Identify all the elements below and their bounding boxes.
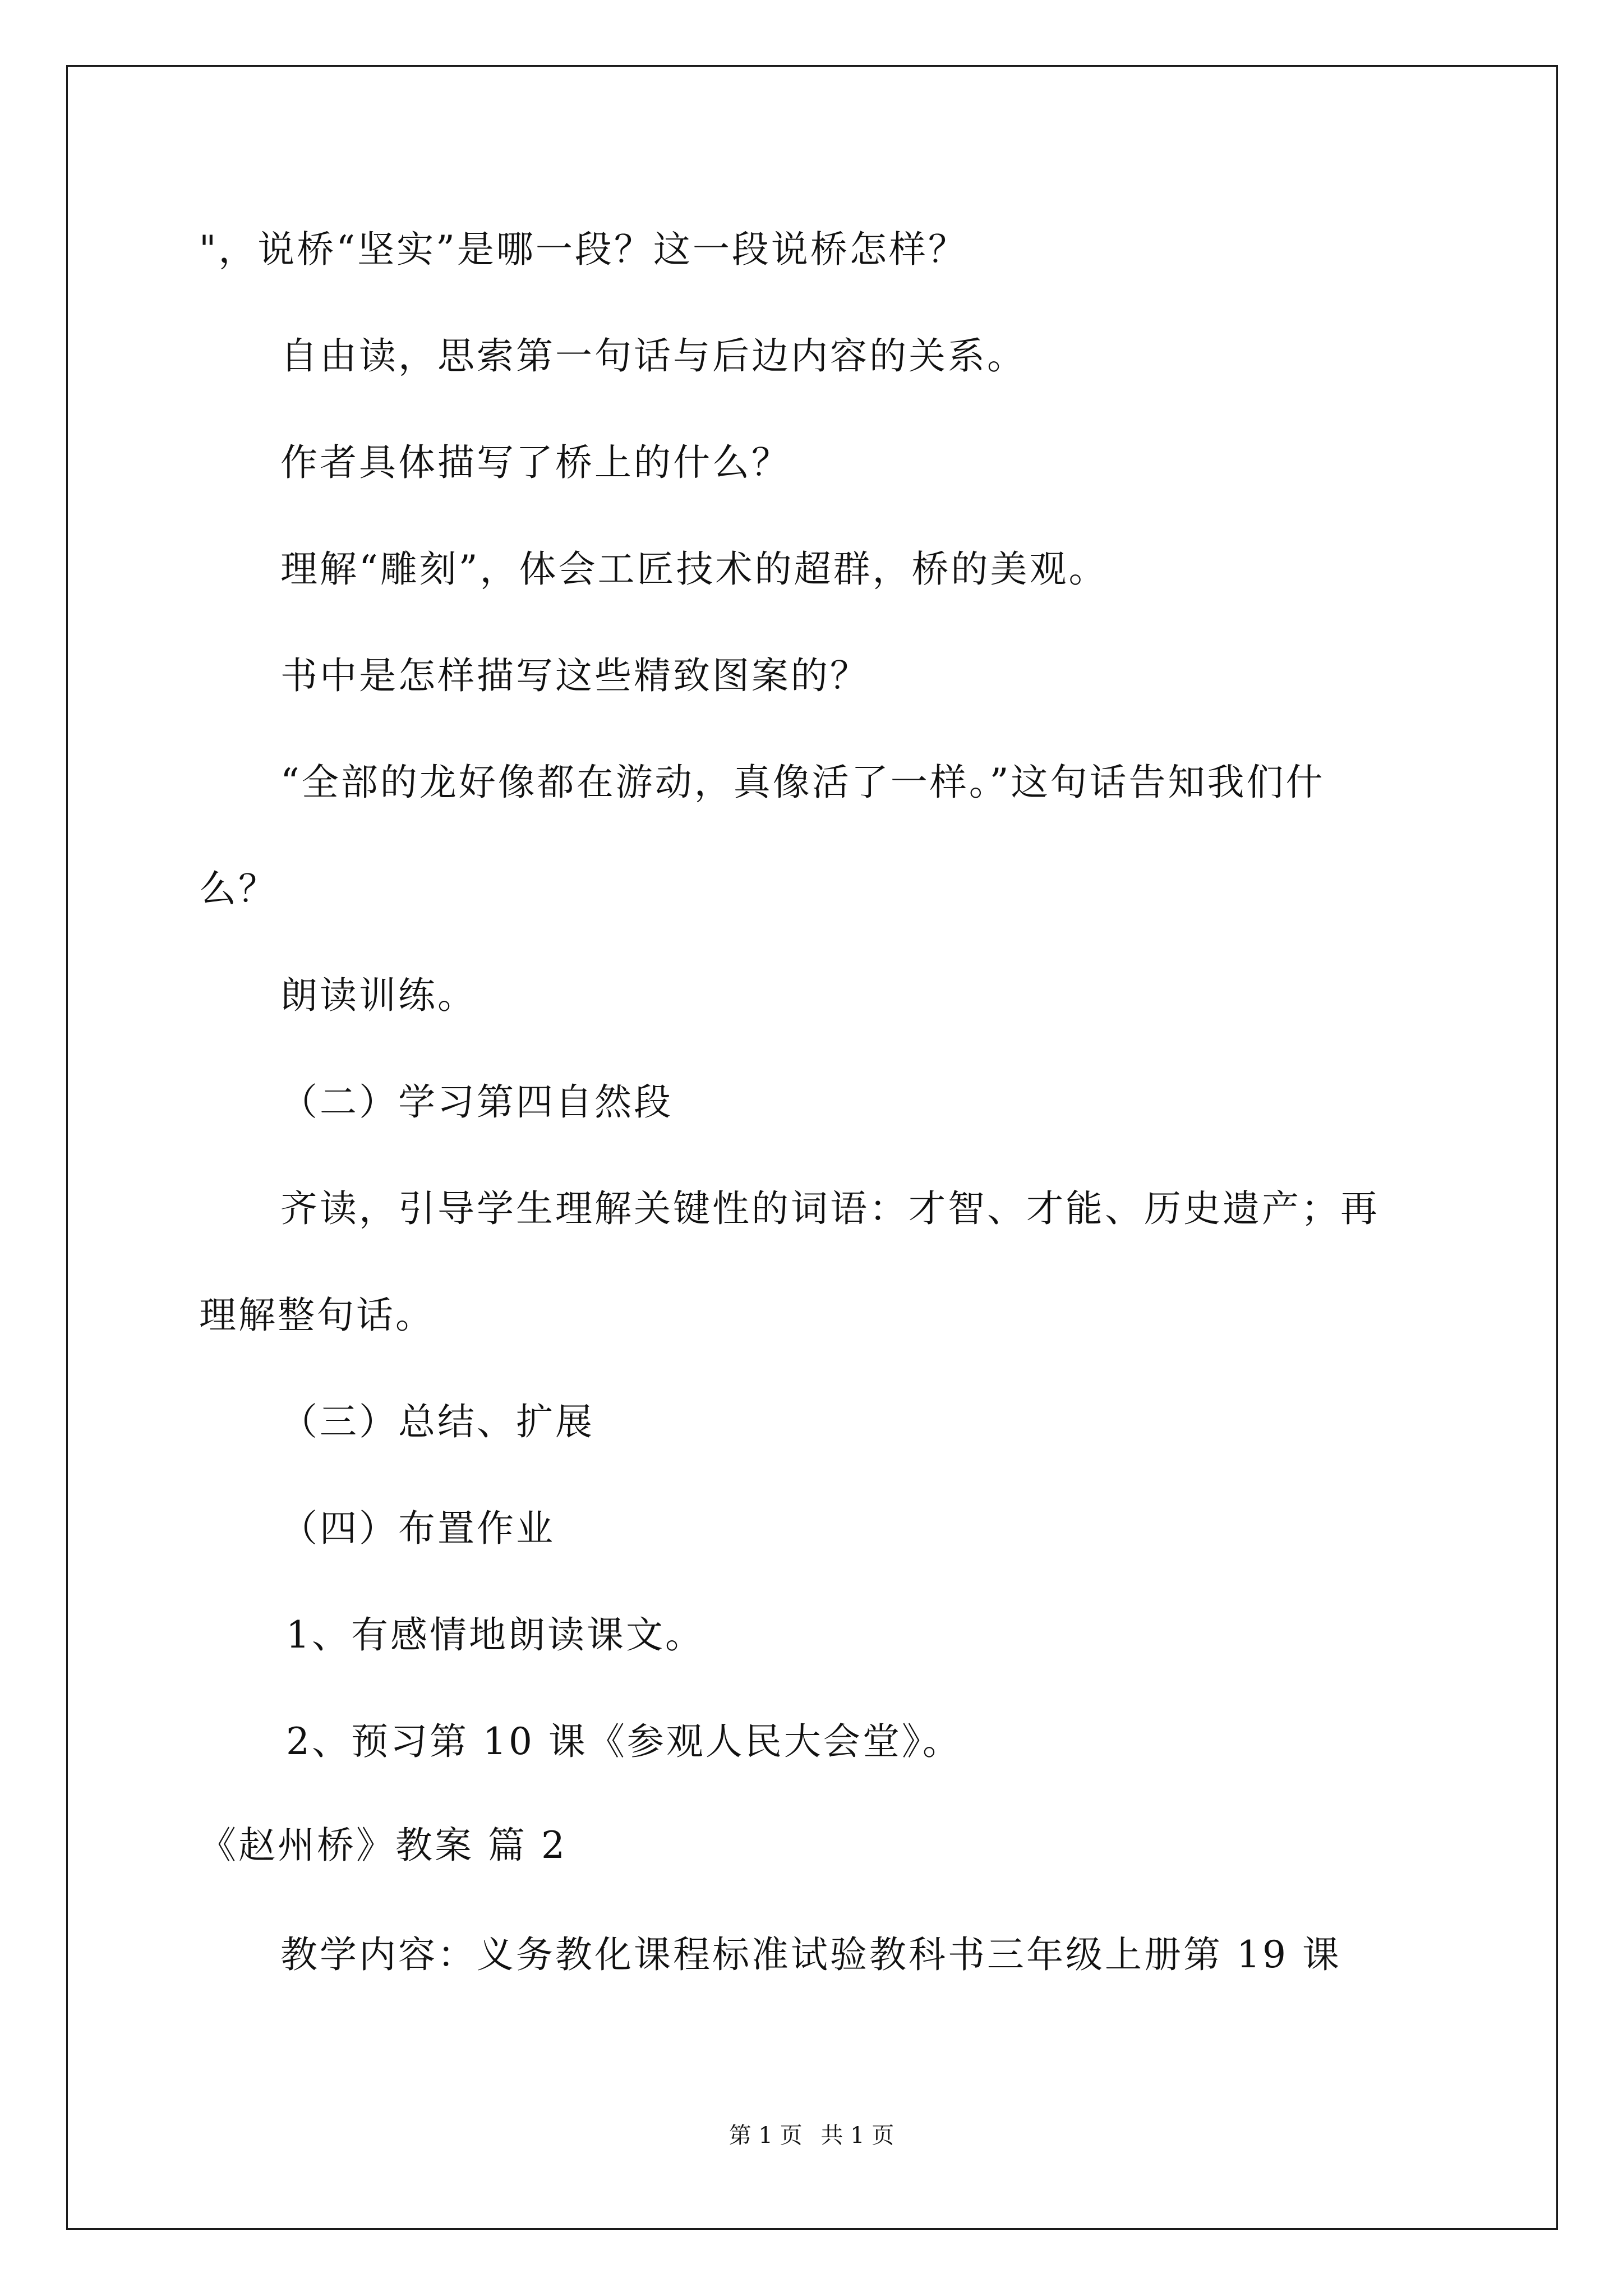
- paragraph-1: "，说桥“坚实”是哪一段？这一段说桥怎样？: [199, 228, 967, 271]
- homework-item-1: 1、有感情地朗读课文。: [286, 1613, 704, 1657]
- homework-item-2: 2、预习第 10 课《参观人民大会堂》。: [286, 1720, 962, 1763]
- page-footer: [0, 2122, 1623, 2150]
- page-total: 共 1 页: [820, 2123, 895, 2148]
- paragraph-5: 书中是怎样描写这些精致图案的？: [280, 654, 869, 697]
- page-number: 第 1 页: [728, 2123, 803, 2148]
- section-heading-2: （二）学习第四自然段: [280, 1080, 673, 1124]
- page-border: [66, 65, 1558, 2230]
- section-heading-4: （四）布置作业: [280, 1507, 555, 1550]
- paragraph-8-cont: 理解整句话。: [199, 1294, 435, 1337]
- paragraph-7: 朗读训练。: [280, 974, 477, 1017]
- lesson-title: 《赵州桥》教案 篇 2: [199, 1824, 567, 1867]
- paragraph-6-cont: 么？: [199, 867, 278, 910]
- section-heading-3: （三）总结、扩展: [280, 1400, 594, 1443]
- paragraph-3: 作者具体描写了桥上的什么？: [280, 441, 791, 484]
- paragraph-6: “全部的龙好像都在游动，真像活了一样。”这句话告知我们什: [280, 761, 1325, 804]
- paragraph-2: 自由读，思索第一句话与后边内容的关系。: [280, 334, 1026, 378]
- paragraph-4: 理解“雕刻”，体会工匠技术的超群，桥的美观。: [280, 547, 1108, 591]
- paragraph-8: 齐读，引导学生理解关键性的词语：才智、才能、历史遗产；再: [280, 1187, 1380, 1230]
- paragraph-9: 教学内容：义务教化课程标准试验教科书三年级上册第 19 课: [280, 1933, 1341, 1976]
